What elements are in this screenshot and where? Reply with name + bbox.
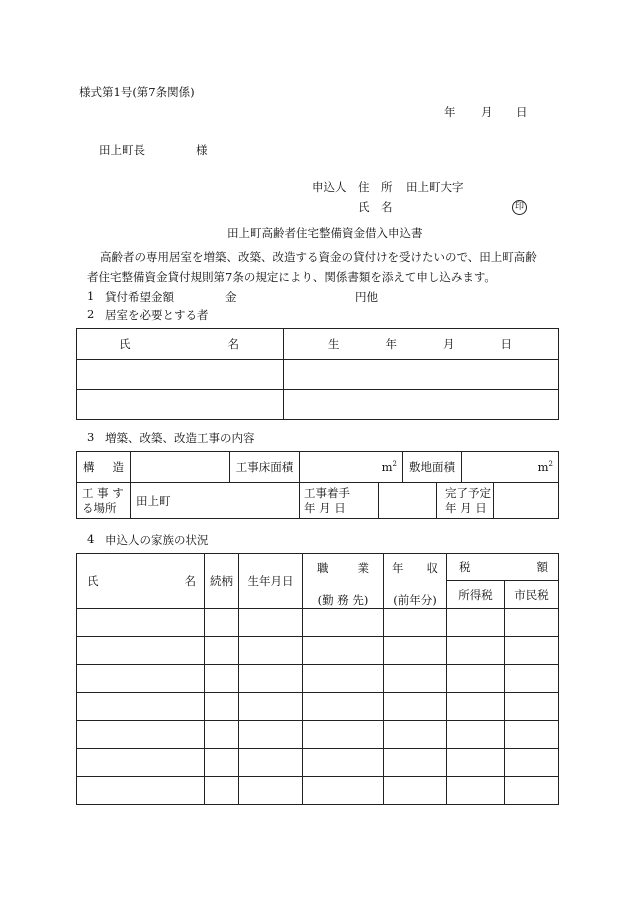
date-year-label: 年: [444, 105, 456, 119]
family-row: [77, 609, 559, 637]
location-label: 工 事 す る場所: [77, 483, 131, 519]
document-title: 田上町高齢者住宅整備資金借入申込書: [227, 226, 423, 240]
family-row: [77, 637, 559, 665]
applicant-address-value: 田上町大字: [406, 180, 464, 194]
resident-dob-cell-2[interactable]: [284, 390, 559, 420]
site-area-label: 敷地面積: [403, 452, 462, 483]
addressee-name: 田上町長: [99, 143, 145, 157]
applicant-name-label: 氏 名: [358, 200, 393, 214]
family-row: [77, 665, 559, 693]
start-date-label: 工事着手 年 月 日: [300, 483, 379, 519]
header-occupation: 職 業 (勤 務 先): [303, 554, 384, 609]
section1-unit: 円他: [355, 290, 378, 304]
form-number: 様式第1号(第7条関係): [79, 85, 195, 99]
header-tax: 税 額: [447, 554, 559, 581]
site-area-value[interactable]: $m^2$: [462, 452, 559, 483]
date-day-label: 日: [516, 105, 528, 119]
section4-number: 4: [87, 532, 95, 546]
family-table: [76, 553, 559, 805]
family-row: [77, 749, 559, 777]
family-row: [77, 777, 559, 805]
date-month-label: 月: [481, 105, 493, 119]
section4-label: 申込人の家族の状況: [105, 533, 209, 547]
resident-table: [76, 328, 559, 420]
body-text-line-1: 高齢者の専用居室を増築、改築、改造する資金の貸付けを受けたいので、田上町高齢: [100, 250, 537, 264]
addressee-honorific: 様: [196, 143, 208, 157]
section1-kin: 金: [225, 290, 237, 304]
start-date-value[interactable]: [379, 483, 437, 519]
header-dob: 生 年 月 日: [284, 329, 559, 360]
end-date-label: 完了予定 年 月 日: [437, 483, 494, 519]
applicant-address-label: 住 所: [358, 180, 393, 194]
applicant-label: 申込人: [312, 180, 347, 194]
section2-number: 2: [87, 307, 95, 321]
body-text-line-2: 者住宅整備資金貸付規則第7条の規定により、関係書類を添えて申し込みます。: [87, 270, 496, 284]
end-date-value[interactable]: [494, 483, 559, 519]
structure-label: 構 造: [77, 452, 131, 483]
section3-label: 増築、改築、改造工事の内容: [105, 431, 255, 445]
construction-table: [76, 451, 559, 519]
header-family-name: 氏 名: [77, 554, 205, 609]
seal-icon: 印: [512, 200, 527, 215]
resident-name-cell-1[interactable]: [77, 360, 284, 390]
section3-number: 3: [87, 430, 95, 444]
structure-value[interactable]: [131, 452, 230, 483]
family-row: [77, 693, 559, 721]
header-relation: 続柄: [205, 554, 239, 609]
section1-number: 1: [87, 289, 95, 303]
section2-label: 居室を必要とする者: [105, 308, 209, 322]
header-annual-income: 年 収 (前年分): [384, 554, 447, 609]
section1-label: 貸付希望金額: [105, 290, 174, 304]
floor-area-value[interactable]: $m^2$: [300, 452, 403, 483]
header-city-tax: 市民税: [505, 581, 559, 609]
header-birthdate: 生年月日: [239, 554, 303, 609]
family-row: [77, 721, 559, 749]
header-name: 氏 名: [77, 329, 284, 360]
resident-name-cell-2[interactable]: [77, 390, 284, 420]
floor-area-label: 工事床面積: [230, 452, 300, 483]
seal-mark: [512, 198, 527, 215]
resident-dob-cell-1[interactable]: [284, 360, 559, 390]
header-income-tax: 所得税: [447, 581, 505, 609]
location-value[interactable]: 田上町: [131, 483, 300, 519]
